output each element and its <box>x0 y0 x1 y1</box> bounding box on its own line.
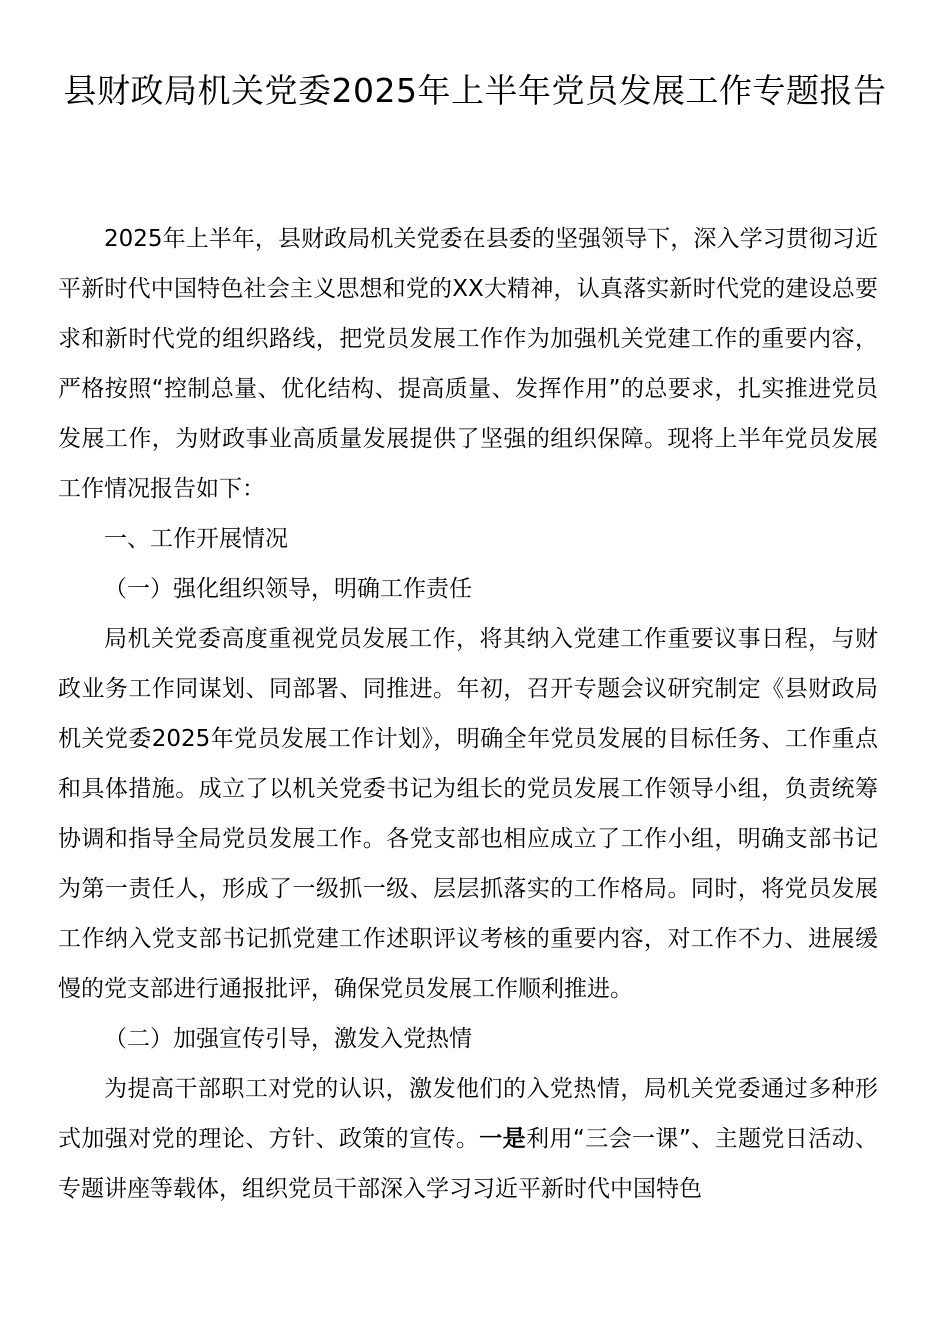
page-title: 县财政局机关党委2025年上半年党员发展工作专题报告 <box>63 71 887 110</box>
subsection-2-paragraph <box>58 1064 878 1214</box>
section-heading-1: 一、工作开展情况 <box>104 526 288 552</box>
subsection-2-text-start: 为提高干部职工对党的认识，激发他们的入党热情，局机关党委通过多种形式加强对党的理论、方针、政策的宣传。 <box>58 1076 878 1152</box>
subsection-2-bold-marker: 一是 <box>479 1126 527 1152</box>
subsection-heading-2: （二）加强宣传引导，激发入党热情 <box>104 1026 472 1052</box>
subsection-2-text-rest: 利用“三会一课”、主题党日活动、专题讲座等载体，组织党员干部深入学习习近平新时代中国特色 <box>58 1126 878 1202</box>
document-body <box>58 214 878 1214</box>
intro-paragraph: 2025年上半年，县财政局机关党委在县委的坚强领导下，深入学习贯彻习近平新时代中国特色社会主义思想和党的XX大精神，认真落实新时代党的建设总要求和新时代党的组织路线，把党员发展工作作为加强机关党建工作的重要内容，严格按照“控制总量、优化结构、提高质量、发挥作用”的总要求，扎实推进党员发展工作，为财政事业高质量发展提供了坚强的组织保障。现将上半年党员发展工作情况报告如下： <box>58 226 878 502</box>
subsection-1-paragraph: 局机关党委高度重视党员发展工作，将其纳入党建工作重要议事日程，与财政业务工作同谋划、同部署、同推进。年初，召开专题会议研究制定《县财政局机关党委2025年党员发展工作计划》，明确全年党员发展的目标任务、工作重点和具体措施。成立了以机关党委书记为组长的党员发展工作领导小组，负责统筹协调和指导全局党员发展工作。各党支部也相应成立了工作小组，明确支部书记为第一责任人，形成了一级抓一级、层层抓落实的工作格局。同时，将党员发展工作纳入党支部书记抓党建工作述职评议考核的重要内容，对工作不力、进展缓慢的党支部进行通报批评，确保党员发展工作顺利推进。 <box>58 626 878 1002</box>
subsection-heading-1: （一）强化组织领导，明确工作责任 <box>104 576 472 602</box>
